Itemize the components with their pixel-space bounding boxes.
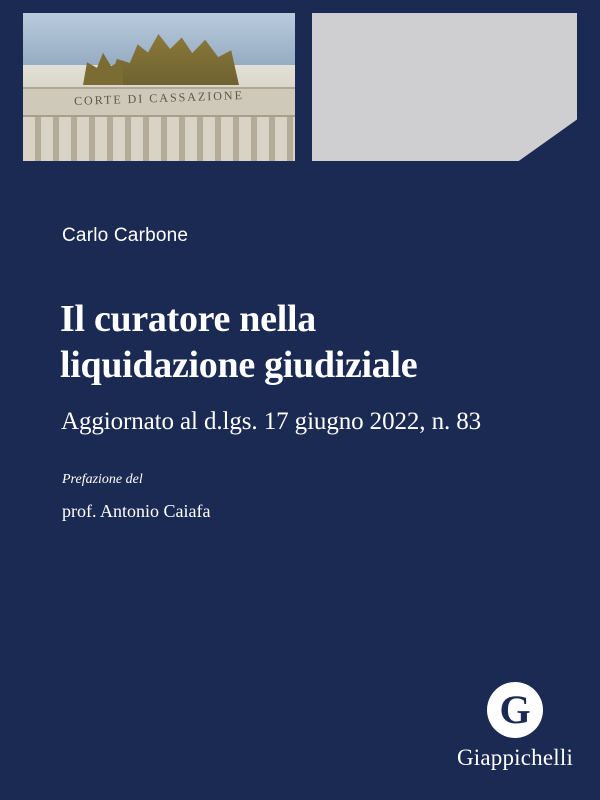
photo-columns	[23, 111, 295, 161]
title-line-2: liquidazione giudiziale	[60, 344, 418, 387]
cover-photo	[23, 13, 295, 161]
publisher-logo-icon: G	[487, 682, 543, 738]
preface-author: prof. Antonio Caiafa	[62, 501, 211, 521]
publisher-name: Giappichelli	[456, 745, 574, 770]
preface-label: Prefazione del	[62, 472, 143, 487]
photo-frieze-inscription: CORTE DI CASSAZIONE	[73, 88, 245, 108]
book-subtitle: Aggiornato al d.lgs. 17 giugno 2022, n. 83	[61, 408, 482, 435]
book-title	[60, 296, 530, 389]
title-line-1: Il curatore nella	[60, 298, 316, 340]
grey-angled-block	[312, 13, 577, 161]
author-name: Carlo Carbone	[62, 225, 189, 246]
